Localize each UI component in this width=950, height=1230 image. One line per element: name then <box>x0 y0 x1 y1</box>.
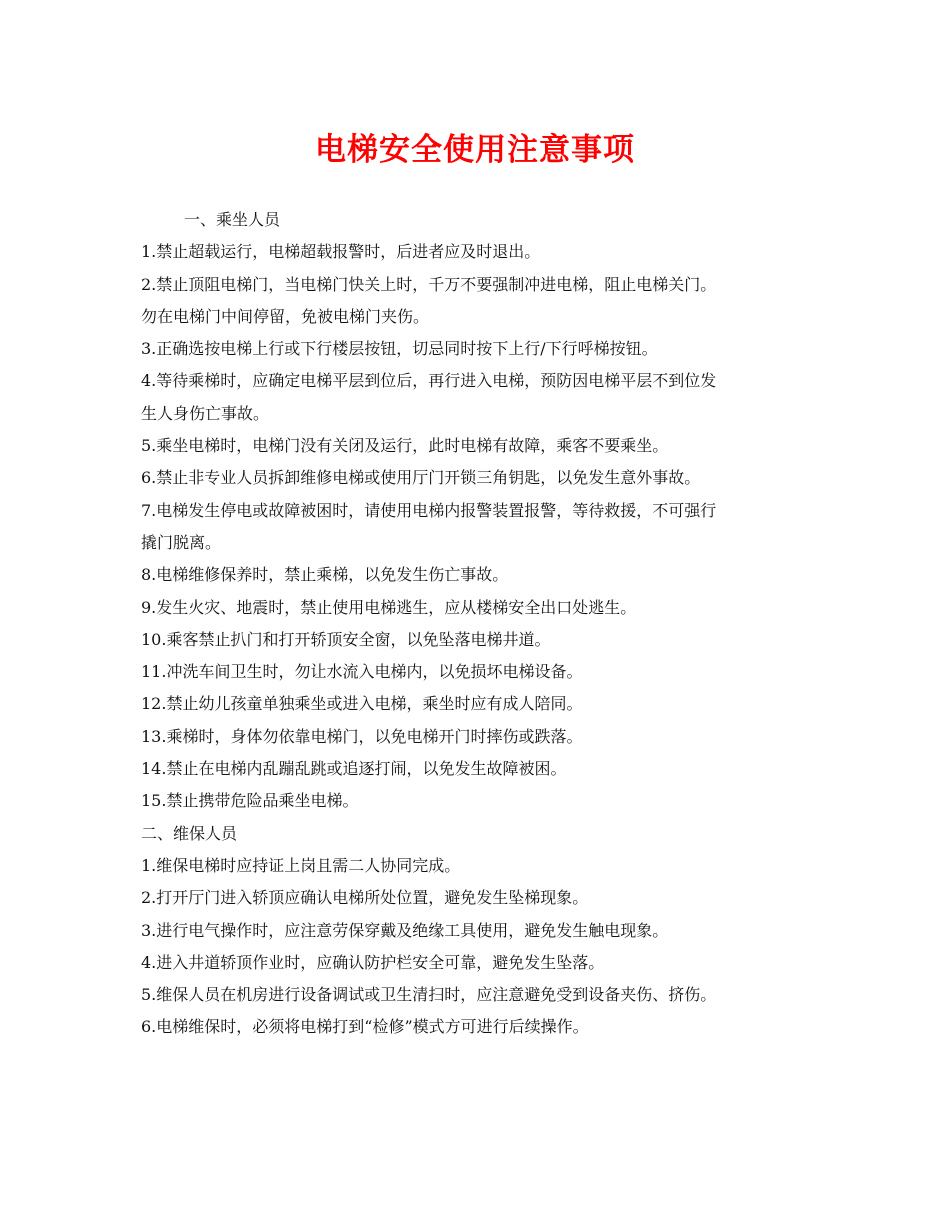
paragraph-line: 2.打开厅门进入轿顶应确认电梯所处位置，避免发生坠梯现象。 <box>141 888 589 908</box>
paragraph-line: 13.乘梯时，身体勿依靠电梯门，以免电梯开门时摔伤或跌落。 <box>141 726 583 746</box>
paragraph-line: 9.发生火灾、地震时，禁止使用电梯逃生，应从楼梯安全出口处逃生。 <box>141 597 637 617</box>
paragraph-line: 6.电梯维保时，必须将电梯打到“检修”模式方可进行后续操作。 <box>141 1017 589 1037</box>
paragraph-line: 生人身伤亡事故。 <box>141 403 270 423</box>
paragraph-line: 10.乘客禁止扒门和打开轿顶安全窗，以免坠落电梯井道。 <box>141 629 551 649</box>
paragraph-line: 4.进入井道轿顶作业时，应确认防护栏安全可靠，避免发生坠落。 <box>141 952 605 972</box>
paragraph-line: 14.禁止在电梯内乱蹦乱跳或追逐打闹，以免发生故障被困。 <box>141 759 567 779</box>
paragraph-line: 12.禁止幼儿孩童单独乘坐或进入电梯，乘坐时应有成人陪同。 <box>141 694 583 714</box>
document-body <box>141 204 821 1044</box>
paragraph-line: 3.正确选按电梯上行或下行楼层按钮，切忌同时按下上行/下行呼梯按钮。 <box>141 339 658 359</box>
page-title: 电梯安全使用注意事项 <box>315 132 635 168</box>
paragraph-line: 7.电梯发生停电或故障被困时，请使用电梯内报警装置报警，等待救援，不可强行 <box>141 500 717 520</box>
paragraph-line: 5.乘坐电梯时，电梯门没有关闭及运行，此时电梯有故障，乘客不要乘坐。 <box>141 436 669 456</box>
paragraph-line: 1.维保电梯时应持证上岗且需二人协同完成。 <box>141 855 461 875</box>
paragraph-line: 5.维保人员在机房进行设备调试或卫生清扫时，应注意避免受到设备夹伤、挤伤。 <box>141 985 717 1005</box>
paragraph-line: 8.电梯维修保养时，禁止乘梯，以免发生伤亡事故。 <box>141 565 509 585</box>
paragraph-line: 勿在电梯门中间停留，免被电梯门夹伤。 <box>141 306 430 326</box>
paragraph-line: 2.禁止顶阻电梯门，当电梯门快关上时，千万不要强制冲进电梯，阻止电梯关门。 <box>141 274 717 294</box>
paragraph-line: 11.冲洗车间卫生时，勿让水流入电梯内，以免损坏电梯设备。 <box>141 662 583 682</box>
section-heading-maintenance: 二、维保人员 <box>141 823 238 843</box>
section-heading-passengers: 一、乘坐人员 <box>184 210 281 229</box>
paragraph-line: 3.进行电气操作时，应注意劳保穿戴及绝缘工具使用，避免发生触电现象。 <box>141 920 669 940</box>
paragraph-line: 撬门脱离。 <box>141 532 222 552</box>
paragraph-line: 1.禁止超载运行，电梯超载报警时，后进者应及时退出。 <box>141 242 541 262</box>
paragraph-line: 4.等待乘梯时，应确定电梯平层到位后，再行进入电梯，预防因电梯平层不到位发 <box>141 371 717 391</box>
paragraph-line: 6.禁止非专业人员拆卸维修电梯或使用厅门开锁三角钥匙，以免发生意外事故。 <box>141 468 701 488</box>
paragraph-line: 15.禁止携带危险品乘坐电梯。 <box>141 791 359 811</box>
